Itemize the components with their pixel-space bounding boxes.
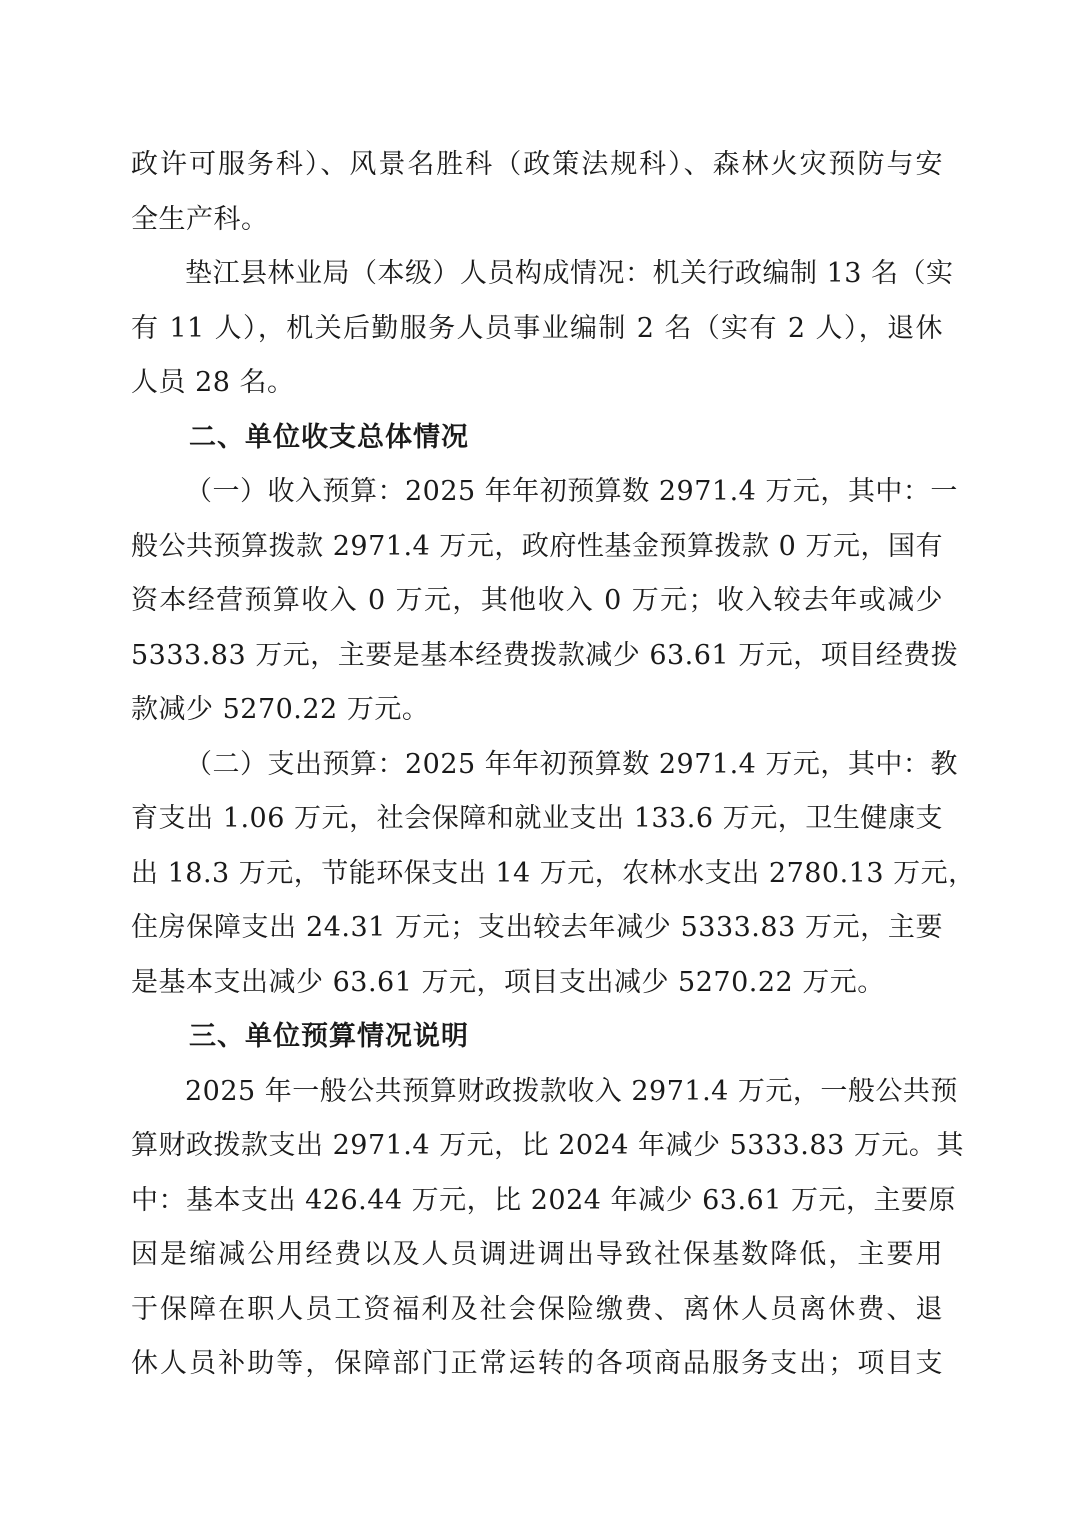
text-line: 2025 年一般公共预算财政拨款收入 2971.4 万元，一般公共预 (185, 1075, 958, 1107)
text-line: 中：基本支出 426.44 万元，比 2024 年减少 63.61 万元，主要原 (131, 1184, 956, 1216)
text-line: 育支出 1.06 万元，社会保障和就业支出 133.6 万元，卫生健康支 (131, 803, 943, 834)
paragraph-staffing (131, 247, 954, 411)
text-line: 住房保障支出 24.31 万元；支出较去年减少 5333.83 万元，主要 (131, 912, 943, 943)
paragraph-office-list (131, 138, 943, 247)
text-line: 因是缩减公用经费以及人员调进调出导致社保基数降低，主要用 (131, 1239, 943, 1270)
text-line: 有 11 人），机关后勤服务人员事业编制 2 名（实有 2 人），退休 (131, 312, 943, 344)
text-line: 于保障在职人员工资福利及社会保险缴费、离休人员离休费、退 (131, 1293, 943, 1325)
paragraph-budget-explanation (131, 1065, 964, 1392)
text-line: 出 18.3 万元，节能环保支出 14 万元，农林水支出 2780.13 万元， (131, 857, 976, 889)
document-body (131, 138, 976, 1392)
section-heading-3: 三、单位预算情况说明 (189, 1021, 469, 1052)
text-line: 资本经营预算收入 0 万元，其他收入 0 万元；收入较去年或减少 (131, 585, 943, 616)
text-line: 人员 28 名。 (131, 367, 295, 398)
text-line: （二）支出预算：2025 年年初预算数 2971.4 万元，其中：教 (185, 748, 958, 780)
text-line: 垫江县林业局（本级）人员构成情况：机关行政编制 13 名（实 (185, 258, 954, 289)
paragraph-expense-budget (131, 738, 976, 1011)
text-line: （一）收入预算：2025 年年初预算数 2971.4 万元，其中：一 (185, 476, 958, 507)
text-line: 算财政拨款支出 2971.4 万元，比 2024 年减少 5333.83 万元。其 (131, 1130, 964, 1161)
section-heading-2: 二、单位收支总体情况 (189, 421, 469, 453)
text-line: 5333.83 万元，主要是基本经费拨款减少 63.61 万元，项目经费拨 (131, 639, 959, 671)
text-line: 般公共预算拨款 2971.4 万元，政府性基金预算拨款 0 万元，国有 (131, 530, 943, 562)
text-line: 政许可服务科）、风景名胜科（政策法规科）、森林火灾预防与安 (131, 149, 943, 180)
text-line: 款减少 5270.22 万元。 (131, 694, 430, 725)
text-line: 全生产科。 (131, 203, 269, 235)
text-line: 是基本支出减少 63.61 万元，项目支出减少 5270.22 万元。 (131, 966, 885, 998)
text-line: 休人员补助等，保障部门正常运转的各项商品服务支出；项目支 (131, 1348, 943, 1379)
paragraph-income-budget (131, 465, 959, 738)
